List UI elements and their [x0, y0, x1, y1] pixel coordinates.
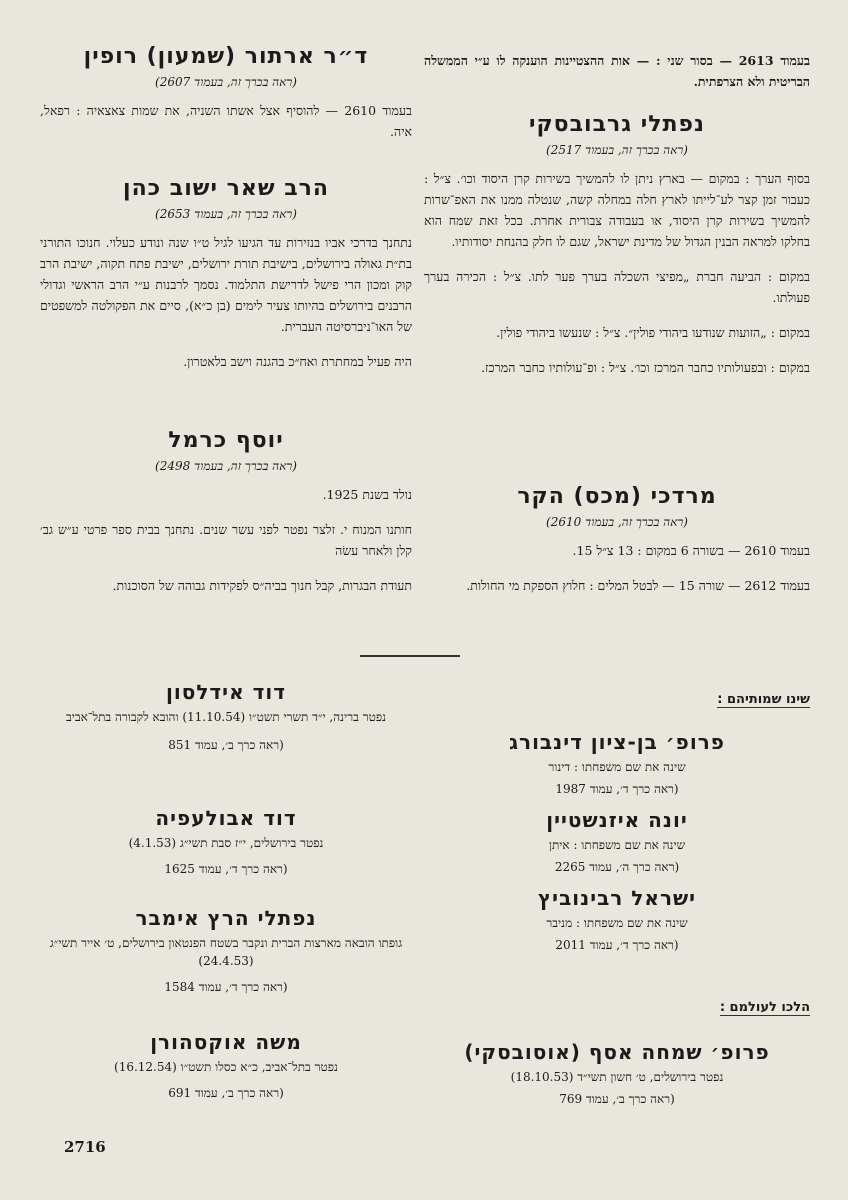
- entry-carmel: [40, 428, 412, 610]
- entry-title: יוסף כרמל: [168, 428, 284, 453]
- obituary-item: [424, 1040, 810, 1108]
- volume-ref: (ראה כרך ב׳, עמוד 769: [559, 1092, 675, 1106]
- volume-ref: (ראה כרך ד׳, עמוד 1987: [555, 782, 679, 796]
- entry-paragraph: היה פעיל במחתרת ואח״כ בהגנה וישב בלאטרון.: [183, 354, 412, 369]
- entry-paragraph: במקום : הביעה חברת „מפיצי השכלה בערך פער לתו. צ״ל : הכירה בערך פעולתו.: [424, 269, 810, 305]
- person-name: פרופ׳ בן-ציון דינבורג: [509, 730, 725, 754]
- entry-title: נפתלי גרבובסקי: [528, 112, 705, 137]
- entry-title: הרב שאר ישוב כהן: [123, 176, 329, 201]
- entry-ref: (ראה בכרך זה, בעמוד 2607): [155, 75, 297, 89]
- entry-paragraph: נתחנך בדרכי אביו בנזירות עד הגיעו לגיל ט״ו שנה ונודע כעלוי. חנוכו התורני בת״ת גאולה בירושלים, בישיבת תורת ירושלים, ישיבת פתח תקוה, ישיבת הרב קוק ומכון הרי פישל לדרישת התלמוד. נסמך לרבנות ע״י הרב הראשי וגדולי הרבנים בירושלים בהיותו צעיר לימים (בן כ״א), סיים את הפקולטה למשפטים של האו־ניברסיטה העברית.: [40, 235, 412, 334]
- entry-hecker: [424, 484, 810, 610]
- section-divider: [360, 655, 460, 657]
- entry-paragraph: במקום : „הזועות שנודעו ביהודי פולין״. צ״ל : שנעשו ביהודי פולין.: [496, 325, 810, 340]
- name-change-line: שינה את שם משפחתו : איתן: [548, 838, 686, 852]
- obituary-item: [40, 680, 412, 754]
- name-change-line: שינה את שם משפחתו : דינור: [548, 760, 686, 774]
- name-change-item: [424, 808, 810, 876]
- entry-paragraph: נולד בשנת 1925.: [322, 487, 412, 502]
- entry-ref: (ראה בכרך זה, בעמוד 2517): [546, 143, 688, 157]
- name-change-item: [424, 730, 810, 798]
- death-line: נפטר בתל־אביב, כ״א כסלו תשט״ו (16.12.54): [114, 1060, 338, 1074]
- person-name: יונה איזנשטיין: [546, 808, 688, 832]
- obituaries-heading: הלכו לעולמם :: [719, 1000, 810, 1015]
- death-line: נפטר ברינה, י״ד תשרי תשט״ו (11.10.54) והובא לקבורה בתל־אביב: [65, 710, 387, 724]
- entry-paragraph: בסוף הערך : במקום — בארץ ניתן לו להמשיך בשירות קרן היסוד וכו׳. צ״ל : כעבור זמן קצר לע־לייתו לארץ חלה במחלה קשה, שנטלה ממנו את האפ־שרות להמשיך בשירות קרן היסוד, או בעבודה צבורית אחרת. בכל זאת שמח הוא בחלקו למראה הבנין הגדול של מדינת ישראל, שגם לו חלק בהנחת יסודותיו.: [424, 171, 810, 249]
- volume-ref: (ראה כרך ב׳, עמוד 851: [168, 738, 284, 752]
- person-name: פרופ׳ שמחה אסף (אוסובסקי): [464, 1040, 770, 1064]
- name-change-line: שינה את שם משפחתו : מניבר: [546, 916, 688, 930]
- entry-title: ד״ר ארתור (שמעון) רופין: [83, 44, 369, 69]
- entry-grabovsky: [424, 112, 810, 392]
- page-number: 2716: [64, 1138, 106, 1156]
- entry-ref: (ראה בכרך זה, בעמוד 2498): [155, 459, 297, 473]
- entry-ref: (ראה בכרך זה, בעמוד 2610): [546, 515, 688, 529]
- death-line: נפטר בירושלים, ט׳ חשון תשי״ד (18.10.53): [510, 1070, 724, 1084]
- name-change-item: [424, 886, 810, 954]
- volume-ref: (ראה כרך ב׳, עמוד 691: [168, 1086, 284, 1100]
- volume-ref: (ראה כרך ד׳, עמוד 1625: [164, 862, 288, 876]
- entry-paragraph: בעמוד 2610 — להוסיף אצל אשתו השניה, את שמות צאצאיה : רפאל, איה.: [40, 103, 412, 139]
- entry-paragraph: תעודת הבגרות, קבל חנוך בביה״ס לפקידות גבוהה של הסוכנות.: [112, 578, 412, 593]
- volume-ref: (ראה כרך ה׳, עמוד 2265: [554, 860, 680, 874]
- person-name: משה אוקסהורן: [150, 1030, 302, 1054]
- intro-correction: בעמוד 2613 — בסור שני : — אות ההצטיינות הוענקה לו ע״י הממשלה הבריטית ולא הצרפתית.: [424, 53, 810, 89]
- death-line: נפטר בירושלים, י״ז סבת תשי״ג (4.1.53): [128, 836, 324, 850]
- volume-ref: (ראה כרך ד׳, עמוד 1584: [164, 980, 288, 994]
- person-name: דוד אידלסון: [166, 680, 286, 704]
- entry-paragraph: בעמוד 2612 — שורה 15 — לבטל המלים : חלוץ הספקת מי החולות.: [466, 578, 810, 593]
- death-line: גופתו הובאה מארצות הברית ונקבר בשטח הפנטאון בירושלים, ט׳ אייר תשי״ג (24.4.53): [49, 936, 403, 968]
- obituary-item: [40, 806, 412, 878]
- person-name: דוד אבולעפיה: [155, 806, 297, 830]
- entry-cohen: [40, 176, 412, 386]
- volume-ref: (ראה כרך ד׳, עמוד 2011: [555, 938, 679, 952]
- obituary-item: [40, 906, 412, 996]
- person-name: ישראל רבינוביץ: [537, 886, 697, 910]
- entry-paragraph: בעמוד 2610 — בשורה 6 במקום : 13 צ״ל 15.: [572, 543, 810, 558]
- name-changes-heading: שינו שמותיהם :: [717, 692, 810, 707]
- entry-ref: (ראה בכרך זה, בעמוד 2653): [155, 207, 297, 221]
- person-name: נפתלי הרץ אימבר: [135, 906, 317, 930]
- entry-ruppin: [40, 44, 412, 156]
- entry-paragraph: במקום : ובפעולותיו כחבר המרכז וכו׳. צ״ל : ופ־עולותיו כחבר המרכז.: [481, 360, 810, 375]
- entry-title: מרדכי (מכס) הקר: [517, 484, 717, 509]
- obituary-item: [40, 1030, 412, 1102]
- entry-paragraph: חותנו המנוח י. זלצר נפטר לפני עשר שנים. נתחנך בבית ספר פרטי ע״ש גב׳ קלן ולאחר עשׂה: [40, 522, 412, 558]
